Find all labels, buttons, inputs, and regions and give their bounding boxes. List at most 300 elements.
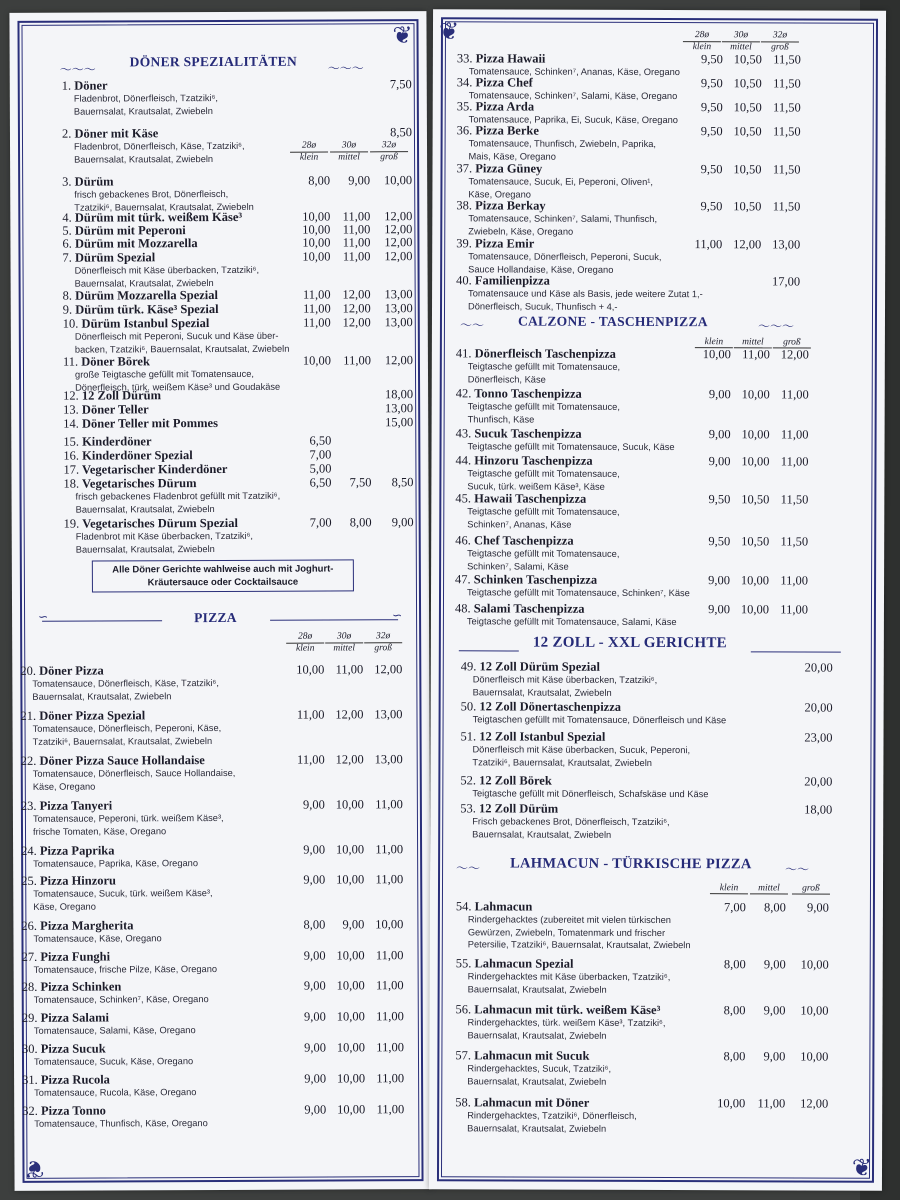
item-description: Tomatensauce, Peperoni, türk. weißem Käse³, frische Tomaten, Käse, Oregano — [32, 812, 224, 837]
decorative-swirl-icon: ～～ — [459, 318, 484, 333]
item-description: frisch gebackenes Fladenbrot gefüllt mit Tzatziki⁶, Bauernsalat, Krautsalat, Zwiebeln — [75, 490, 281, 515]
item-title: Döner mit Käse — [74, 126, 159, 141]
item-title: Döner Teller — [81, 402, 149, 417]
size-header-medium: mittel — [750, 882, 788, 894]
item-description: Tomatensauce, Käse, Oregano — [33, 933, 162, 944]
item-description: Rindergehacktes, Tzatziki⁶, Dönerfleisch, Bauernsalat, Krautsalat, Zwiebeln — [467, 1110, 637, 1134]
price-medium: 11,00 — [342, 235, 371, 250]
item-number: 2. — [61, 126, 72, 141]
item-title: Dürüm mit türk. weißem Käse³ — [74, 209, 243, 225]
section-title-lahmacun: LAHMACUN - TÜRKISCHE PIZZA — [510, 855, 752, 873]
size-header-large: groß — [773, 336, 811, 348]
item-title: Tonno Taschenpizza — [474, 386, 582, 401]
item-description: Tomatensauce, Paprika, Käse, Oregano — [33, 858, 199, 869]
price-medium: 10,50 — [741, 492, 770, 507]
item-title: Pizza Hinzoru — [39, 873, 117, 888]
item-number: 7. — [62, 250, 72, 265]
item-number: 50. — [460, 699, 477, 714]
item-number: 33. — [456, 51, 473, 66]
item-title: Pizza Tanyeri — [39, 798, 113, 813]
item-title: Pizza Berke — [475, 123, 539, 138]
item-description: Teigtasche gefüllt mit Tomatensauce, Sucuk, Käse — [467, 441, 675, 453]
price-large: 11,50 — [773, 52, 801, 67]
item-description: Teigtasche gefüllt mit Tomatensauce, Thunfisch, Käse — [467, 401, 620, 425]
menu-page-right — [429, 9, 886, 1191]
item-description: Tomatensauce und Käse als Basis, jede weitere Zutat 1,- Dönerfleisch, Sucuk, Thunfisch + 4,- — [468, 288, 703, 312]
item-title: 12 Zoll Dönertaschenpizza — [479, 699, 622, 714]
item-description: Tomatensauce, Paprika, Ei, Sucuk, Käse, Oregano — [468, 114, 678, 126]
item-description: Tomatensauce, Thunfisch, Zwiebeln, Paprika, Mais, Käse, Oregano — [468, 138, 657, 162]
item-title: Dönerfleisch Taschenpizza — [474, 346, 616, 361]
price-small: 9,00 — [708, 573, 731, 588]
item-title: Pizza Güney — [475, 161, 543, 176]
item-number: 51. — [460, 729, 477, 744]
price-medium: 10,00 — [336, 978, 365, 993]
price-large: 12,00 — [384, 222, 413, 237]
price-large: 11,00 — [375, 842, 404, 857]
price-small: 10,00 — [302, 235, 331, 250]
item-description: Tomatensauce, frische Pilze, Käse, Oregano — [33, 964, 218, 975]
item-title: Dürüm — [74, 174, 114, 189]
price-medium: 10,00 — [336, 1009, 365, 1024]
item-description: Teigtasche gefüllt mit Tomatensauce, Dönerfleisch, Käse — [467, 361, 621, 385]
item-number: 47. — [455, 572, 471, 587]
item-title: Lahmacun — [474, 899, 533, 914]
price-small: 8,00 — [723, 957, 746, 972]
item-number: 13. — [63, 402, 79, 417]
item-number: 6. — [62, 236, 72, 251]
item-number: 5. — [62, 223, 72, 238]
item-title: Salami Taschenpizza — [473, 601, 585, 616]
price-medium: 10,00 — [335, 842, 365, 857]
item-description: Teigtasche gefüllt mit Tomatensauce, Schinken⁷, Käse — [467, 587, 690, 599]
price-large: 11,00 — [780, 427, 809, 442]
item-description: Teigtaschen gefüllt mit Tomatensauce, Dönerfleisch und Käse — [472, 714, 727, 726]
item-number: 3. — [62, 174, 72, 189]
item-name — [456, 899, 532, 914]
item-number: 43. — [455, 426, 472, 441]
item-title: Vegetarisches Dürum — [81, 476, 197, 491]
item-title: Hinzoru Taschenpizza — [474, 453, 593, 468]
item-number: 1. — [61, 78, 72, 93]
item-title: Pizza Rucola — [40, 1072, 110, 1087]
item-name — [460, 801, 558, 816]
price-small: 8,00 — [303, 917, 326, 932]
item-name — [457, 99, 534, 114]
item-number: 12. — [63, 388, 79, 403]
item-title: Pizza Schinken — [40, 979, 122, 994]
price-medium: 9,00 — [763, 1003, 786, 1018]
price-medium: 7,50 — [349, 475, 372, 490]
item-description: Rindergehacktes, Sucuk, Tzatziki⁶, Bauernsalat, Krautsalat, Zwiebeln — [467, 1063, 612, 1087]
price-small: 9,00 — [303, 978, 326, 993]
item-description: Teigtasche gefüllt mit Tomatensauce, Schinken⁷, Ananas, Käse — [467, 506, 620, 530]
item-title: Dürüm Mozzarella Spezial — [75, 288, 219, 303]
price-large: 7,50 — [389, 77, 412, 92]
price-small: 9,50 — [700, 124, 723, 139]
item-title: Döner Börek — [81, 354, 150, 369]
item-number: 17. — [63, 462, 80, 477]
item-number: 48. — [454, 601, 471, 616]
decorative-swirl-icon: ～～ — [785, 862, 810, 877]
price-medium: 12,00 — [335, 752, 364, 767]
item-title: 12 Zoll Dürüm Spezial — [479, 659, 601, 674]
size-header-large: 32ø groß — [364, 631, 402, 653]
item-number: 45. — [455, 491, 472, 506]
price: 18,00 — [804, 802, 833, 817]
item-number: 49. — [460, 659, 477, 674]
price-small: 9,50 — [700, 199, 723, 214]
doner-sauce-note: Alle Döner Gerichte wahlweise auch mit Joghurt- Kräutersauce oder Cocktailsauce — [92, 559, 354, 592]
item-number: 46. — [455, 533, 471, 548]
item-title: Pizza Salami — [40, 1010, 109, 1025]
item-number: 22. — [20, 753, 37, 768]
item-title: Chef Taschenpizza — [473, 533, 574, 548]
price-medium: 10,50 — [733, 162, 762, 177]
size-header-medium: 30ø mittel — [330, 140, 368, 162]
item-description: Tomatensauce, Schinken⁷, Salami, Käse, Oregano — [468, 90, 678, 102]
price-large: 13,00 — [384, 315, 413, 330]
item-number: 27. — [21, 949, 38, 964]
price-medium: 10,50 — [733, 124, 762, 139]
item-number: 37. — [456, 161, 473, 176]
price-large: 13,00 — [374, 707, 403, 722]
price-small: 11,00 — [694, 237, 723, 252]
item-number: 11. — [62, 354, 79, 369]
item-name — [63, 462, 227, 478]
item-title: Döner Teller mit Pommes — [81, 416, 218, 431]
price-small: 9,50 — [700, 76, 723, 91]
price-large: 11,00 — [376, 1009, 404, 1024]
section-title-doner: DÖNER SPEZIALITÄTEN — [129, 53, 298, 70]
price-large: 13,00 — [772, 237, 801, 252]
price-small: 9,00 — [304, 1102, 327, 1117]
price-small: 10,00 — [302, 353, 331, 368]
price: 20,00 — [804, 700, 833, 715]
item-name — [63, 416, 218, 432]
item-description: Teigtasche gefüllt mit Tomatensauce, Sucuk, türk. weißem Käse³, Käse — [467, 468, 620, 492]
price-small: 6,50 — [309, 433, 332, 448]
price-medium: 11,00 — [343, 353, 371, 368]
price-medium: 10,00 — [335, 797, 364, 812]
price-small: 9,00 — [303, 1009, 326, 1024]
price: 20,00 — [804, 774, 833, 789]
item-title: Lahmacun mit türk. weißem Käse³ — [474, 1002, 661, 1018]
item-name — [456, 161, 542, 176]
price-medium: 12,00 — [342, 301, 371, 316]
price-large: 11,00 — [780, 602, 808, 617]
price-large: 12,00 — [384, 249, 413, 264]
price-small: 9,00 — [302, 797, 325, 812]
price-medium: 10,00 — [336, 1071, 366, 1086]
item-number: 21. — [20, 708, 37, 723]
price-small: 8,00 — [308, 173, 331, 188]
price-large: 11,50 — [773, 100, 801, 115]
item-number: 38. — [456, 198, 473, 213]
price-medium: 10,50 — [733, 52, 762, 67]
item-number: 40. — [456, 273, 472, 288]
price-large: 12,00 — [384, 235, 413, 250]
price-medium: 10,00 — [740, 573, 770, 588]
item-title: Kinderdöner Spezial — [82, 448, 193, 463]
corner-ornament-icon: ❦ — [851, 1155, 873, 1182]
corner-ornament-icon: ❦ — [392, 23, 413, 50]
item-name — [460, 773, 552, 788]
price-small: 8,00 — [723, 1003, 746, 1018]
item-number: 9. — [62, 302, 73, 317]
item-description: Tomatensauce, Sucuk, Käse, Oregano — [33, 1056, 194, 1067]
item-title: Pizza Paprika — [39, 843, 115, 858]
price-medium: 10,00 — [336, 1040, 365, 1055]
price-medium: 12,00 — [342, 287, 371, 302]
price-large: 11,00 — [375, 948, 404, 963]
item-title: Pizza Tonno — [40, 1103, 106, 1118]
price-small: 9,00 — [303, 948, 326, 963]
item-description: Rindergehacktes (zubereitet mit vielen türkischen Gewürzen, Zwiebeln, Tomatenmark und frischer Petersilie, Tzatziki⁶, Bauernsalat, Krautsalat, Zwiebeln — [467, 914, 691, 951]
item-number: 39. — [456, 236, 472, 251]
item-title: Döner Pizza — [39, 663, 104, 678]
price-small: 9,50 — [708, 534, 731, 549]
item-description: Tomatensauce, Dönerfleisch, Sauce Hollandaise, Käse, Oregano — [32, 767, 236, 792]
item-title: Pizza Sucuk — [40, 1041, 106, 1056]
price-small: 9,50 — [708, 492, 731, 507]
item-number: 56. — [455, 1002, 472, 1017]
item-name — [456, 236, 534, 251]
decorative-swirl-icon: ∽ — [38, 609, 49, 624]
price-medium: 12,00 — [335, 707, 364, 722]
price-large: 12,00 — [374, 662, 403, 677]
item-title: Pizza Emir — [474, 236, 535, 251]
price-small: 10,00 — [302, 222, 331, 237]
item-title: Pizza Funghi — [40, 949, 111, 964]
decorative-swirl-icon: ～～～ — [757, 319, 794, 334]
item-description: Tomatensauce, Schinken⁷, Käse, Oregano — [33, 994, 209, 1005]
price-medium: 10,00 — [336, 872, 365, 887]
menu-page-left — [9, 11, 431, 1191]
price-large: 18,00 — [384, 387, 414, 402]
price-small: 9,50 — [700, 52, 723, 67]
price-large: 8,50 — [390, 125, 412, 140]
price-medium: 9,00 — [348, 173, 371, 188]
price-large: 10,00 — [800, 957, 829, 972]
price-large: 11,00 — [375, 872, 404, 887]
section-title-xxl: 12 ZOLL - XXL GERICHTE — [532, 634, 728, 652]
item-description: Dönerfleisch mit Käse überbacken, Tzatziki⁶, Bauernsalat, Krautsalat, Zwiebeln — [472, 674, 658, 698]
price-medium: 8,00 — [764, 900, 786, 915]
item-description: Teigtasche gefüllt mit Tomatensauce, Schinken⁷, Salami, Käse — [467, 548, 620, 572]
item-title: Pizza Berkay — [475, 198, 546, 213]
item-number: 8. — [62, 288, 73, 303]
item-number: 57. — [455, 1048, 472, 1063]
price-medium: 10,50 — [733, 76, 762, 91]
item-description: Fladenbrot, Dönerfleisch, Tzatziki⁶, Bauernsalat, Krautsalat, Zwiebeln — [73, 93, 219, 117]
item-number: 25. — [21, 873, 37, 888]
price-small: 9,00 — [708, 454, 731, 469]
price-medium: 10,00 — [741, 387, 770, 402]
item-number: 26. — [21, 918, 38, 933]
price-large: 10,00 — [800, 1049, 829, 1064]
item-number: 53. — [460, 801, 476, 816]
size-header-small: 28ø klein — [286, 632, 324, 654]
decorative-swirl-icon: ～～～ — [327, 61, 364, 76]
size-header-medium: mittel — [734, 336, 772, 348]
price-large: 12,00 — [800, 1096, 829, 1111]
price-large: 11,50 — [773, 76, 801, 91]
item-description: Tomatensauce, Dönerfleisch, Peperoni, Sucuk, Sauce Hollandaise, Käse, Oregano — [468, 251, 662, 275]
item-number: 24. — [21, 843, 37, 858]
price-medium: 11,00 — [342, 209, 371, 224]
item-number: 41. — [455, 346, 472, 361]
price-large: 15,00 — [385, 415, 414, 430]
item-number: 19. — [63, 516, 80, 531]
item-description: Tomatensauce, Rucola, Käse, Oregano — [34, 1087, 197, 1098]
corner-ornament-icon: ❦ — [24, 1154, 45, 1181]
item-description: Frisch gebackenes Brot, Dönerfleisch, Tzatziki⁶, Bauernsalat, Krautsalat, Zwiebeln — [472, 816, 670, 840]
price-medium: 10,00 — [741, 427, 770, 442]
item-description: Tomatensauce, Schinken⁷, Ananas, Käse, Oregano — [468, 66, 681, 78]
price-small: 11,00 — [296, 707, 325, 722]
price-medium: 11,00 — [757, 1096, 786, 1111]
item-title: Dürüm mit Peperoni — [74, 223, 186, 238]
item-description: Fladenbrot, Dönerfleisch, Käse, Tzatziki⁶, Bauernsalat, Krautsalat, Zwiebeln — [73, 140, 245, 165]
item-description: Teigtasche gefüllt mit Tomatensauce, Salami, Käse — [466, 616, 677, 628]
item-title: 12 Zoll Dürüm — [81, 388, 162, 403]
item-description: große Teigtasche gefüllt mit Tomatensauce, Dönerfleisch, türk. weißem Käse³ und Goudakäse — [74, 368, 281, 393]
item-number: 30. — [21, 1041, 38, 1056]
size-header-large: groß — [792, 882, 830, 894]
item-number: 55. — [455, 956, 472, 971]
item-description: Fladenbrot mit Käse überbacken, Tzatziki⁶, Bauernsalat, Krautsalat, Zwiebeln — [75, 530, 254, 555]
item-description: Dönerfleisch mit Käse überbacken, Tzatziki⁶, Bauernsalat, Krautsalat, Zwiebeln — [74, 264, 260, 289]
price-large: 9,00 — [391, 515, 414, 530]
item-title: Pizza Hawaii — [475, 51, 546, 66]
price-medium: 12,00 — [733, 237, 762, 252]
size-header-small: klein — [695, 336, 733, 348]
item-description: Tomatensauce, Salami, Käse, Oregano — [33, 1025, 196, 1036]
price-large: 11,00 — [375, 797, 403, 812]
item-number: 29. — [21, 1010, 38, 1025]
price-small: 7,00 — [309, 515, 332, 530]
price: 20,00 — [804, 660, 833, 675]
item-description: Rindergehacktes mit Käse überbacken, Tzatziki⁶, Bauernsalat, Krautsalat, Zwiebeln — [467, 971, 671, 995]
price-large: 11,50 — [772, 162, 801, 177]
price-medium: 9,00 — [763, 957, 786, 972]
size-header-small: 28ø klein — [290, 141, 328, 163]
price-medium: 10,00 — [740, 602, 769, 617]
price-small: 10,00 — [296, 662, 325, 677]
price-small: 11,00 — [303, 301, 331, 316]
price-medium: 10,00 — [336, 948, 365, 963]
price-large: 17,00 — [771, 274, 801, 289]
item-title: 12 Zoll Dürüm — [478, 801, 559, 816]
item-title: Döner — [74, 78, 108, 93]
price-large: 11,00 — [780, 454, 809, 469]
item-description: Tomatensauce, Sucuk, Ei, Peperoni, Oliven¹, Käse, Oregano — [468, 176, 653, 200]
item-number: 58. — [455, 1095, 471, 1110]
price-large: 11,00 — [376, 1102, 405, 1117]
size-header-medium: 30ø mittel — [325, 631, 363, 653]
item-title: Vegetarischer Kinderdöner — [81, 461, 228, 477]
price-large: 11,00 — [780, 573, 809, 588]
item-description: Tomatensauce, Sucuk, türk. weißem Käse³, Käse, Oregano — [33, 888, 213, 912]
price-medium: 11,00 — [335, 662, 364, 677]
price-small: 9,00 — [303, 872, 326, 887]
item-number: 42. — [455, 386, 472, 401]
item-title: Vegetarisches Dürum Spezial — [82, 515, 239, 531]
price-medium: 10,50 — [733, 199, 762, 214]
item-number: 54. — [455, 899, 472, 914]
price-large: 10,00 — [375, 917, 404, 932]
size-header-small: 28ø klein — [683, 30, 721, 52]
price-small: 9,00 — [708, 387, 731, 402]
item-name — [62, 174, 113, 189]
price-large: 11,50 — [780, 534, 809, 549]
item-number: 15. — [63, 434, 79, 449]
item-title: Pizza Margherita — [40, 918, 134, 933]
item-number: 28. — [21, 979, 38, 994]
item-title: Schinken Taschenpizza — [473, 572, 598, 587]
price-medium: 12,00 — [342, 315, 371, 330]
price-medium: 10,00 — [741, 454, 770, 469]
item-name — [457, 123, 539, 138]
price-small: 7,00 — [724, 900, 746, 915]
corner-ornament-icon: ❦ — [438, 19, 460, 46]
item-title: Sucuk Taschenpizza — [474, 426, 582, 441]
price-large: 10,00 — [384, 173, 413, 188]
price-medium: 9,00 — [342, 917, 365, 932]
decorative-swirl-icon: ～～～ — [59, 62, 96, 77]
item-description: Teigtasche gefüllt mit Dönerfleisch, Schafskäse und Käse — [472, 788, 709, 800]
price-small: 9,00 — [303, 842, 326, 857]
price-large: 12,00 — [780, 347, 809, 362]
price-small: 8,00 — [723, 1049, 746, 1064]
item-number: 16. — [63, 448, 80, 463]
price-medium: 10,00 — [337, 1102, 366, 1117]
price-large: 11,00 — [376, 1071, 405, 1086]
item-number: 4. — [62, 210, 72, 225]
price-large: 11,50 — [780, 492, 809, 507]
price-medium: 8,00 — [349, 515, 372, 530]
price-large: 13,00 — [374, 752, 403, 767]
item-title: Döner Pizza Spezial — [39, 708, 146, 723]
item-title: Lahmacun Spezial — [474, 956, 574, 971]
size-header-large: 32ø groß — [370, 140, 408, 162]
item-title: Lahmacun mit Sucuk — [474, 1048, 590, 1063]
price-small: 11,00 — [296, 752, 325, 767]
price-large: 13,00 — [384, 287, 413, 302]
item-number: 32. — [22, 1103, 38, 1118]
price-medium: 10,50 — [741, 534, 770, 549]
price-small: 11,00 — [302, 287, 331, 302]
item-description: frisch gebackenes Brot, Dönerfleisch, Tzatziki⁶, Bauernsalat, Krautsalat, Zwiebeln — [74, 188, 254, 213]
item-description: Dönerfleisch mit Peperoni, Sucuk und Käse über- backen, Tzatziki⁶, Bauernsalat, Krautsalat, Zwiebeln — [74, 330, 290, 355]
item-description: Tomatensauce, Schinken⁷, Salami, Thunfisch, Zwiebeln, Käse, Oregano — [468, 213, 658, 237]
item-name — [456, 273, 550, 288]
price-medium: 9,00 — [763, 1049, 786, 1064]
price-large: 9,00 — [807, 900, 829, 915]
price: 23,00 — [804, 730, 833, 745]
divider — [459, 650, 519, 651]
price-large: 13,00 — [384, 301, 413, 316]
item-number: 44. — [455, 453, 472, 468]
price-medium: 11,00 — [342, 249, 371, 264]
item-number: 23. — [20, 798, 37, 813]
item-number: 31. — [22, 1072, 38, 1087]
item-description: Tomatensauce, Dönerfleisch, Käse, Tzatziki⁶, Bauernsalat, Krautsalat, Zwiebeln — [32, 678, 219, 702]
item-description: Rindergehacktes, türk. weißem Käse³, Tzatziki⁶, Bauernsalat, Krautsalat, Zwiebeln — [467, 1017, 666, 1041]
item-description: Dönerfleisch mit Käse überbacken, Sucuk, Peperoni, Tzatziki⁶, Bauernsalat, Krautsalat, Zwiebeln — [472, 744, 691, 768]
item-number: 20. — [20, 663, 36, 678]
